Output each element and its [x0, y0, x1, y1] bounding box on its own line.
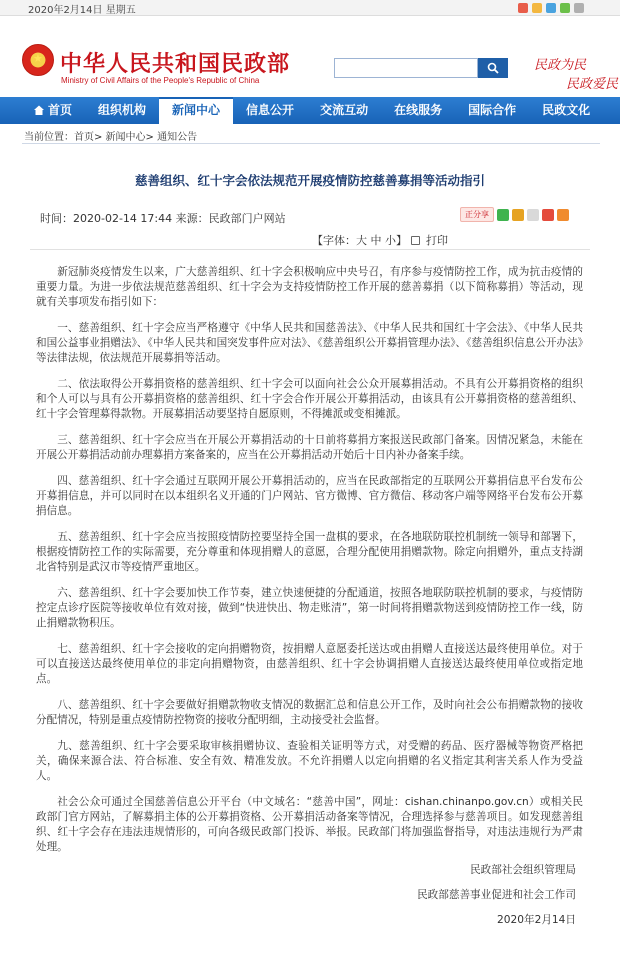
breadcrumb[interactable]: 当前位置：首页> 新闻中心> 通知公告: [24, 132, 198, 143]
wechat-share-icon[interactable]: [497, 209, 509, 221]
print-link[interactable]: 打印: [426, 234, 448, 247]
article-body: [36, 265, 583, 866]
home-icon: [33, 104, 45, 116]
top-icon-4[interactable]: [560, 3, 570, 13]
org-name-en: Ministry of Civil Affairs of the People's Republic of China: [61, 76, 260, 85]
org-name-cn[interactable]: 中华人民共和国民政部: [60, 52, 291, 77]
national-emblem-icon: ★: [22, 44, 54, 76]
nav-item-culture[interactable]: [529, 97, 603, 124]
nav-item-international[interactable]: [455, 97, 529, 124]
article-paragraph: 六、慈善组织、红十字会要加快工作节奏，建立快速便捷的分配通道，按照各地联防联控机制的要求，与疫情防控定点诊疗医院等接收单位有效对接，做到“快进快出、物走账清”，第一时间将捐赠款物送到疫情防控工作一线，防止捐赠款物积压。: [36, 587, 583, 629]
signature-date: 2020年2月14日: [497, 914, 576, 926]
nav-item-label: 首页: [48, 103, 73, 117]
article-paragraph: 社会公众可通过全国慈善信息公开平台（中文域名：“慈善中国”，网址：cishan.chinanpo.gov.cn）或相关民政部门官方网站，了解募捐主体的公开募捐资格、公开募捐活动备案等情况，合理选择参与慈善项目。如发现慈善组织、红十字会存在违法违规情形的，可向各级民政部门投诉、举报。民政部门将加强监督指导，对违法违规行为严肃处理。: [36, 796, 583, 853]
top-icon-1[interactable]: [518, 3, 528, 13]
article-paragraph: 二、依法取得公开募捐资格的慈善组织、红十字会可以面向社会公众开展募捐活动。不具有公开募捐资格的组织和个人可以与具有公开募捐资格的慈善组织、红十字会合作开展公开募捐活动，由该具有公开募捐资格的慈善组织、红十字会管理募得款物。开展募捐活动要坚持自愿原则，不得摊派或变相摊派。: [36, 378, 583, 420]
slogan-line-2: 民政爱民: [566, 77, 619, 92]
qzone-share-icon[interactable]: [527, 209, 539, 221]
article-paragraph: 五、慈善组织、红十字会应当按照疫情防控要坚持全国一盘棋的要求，在各地联防联控机制统一领导和部署下，根据疫情防控工作的实际需要，充分尊重和体现捐赠人的意愿，合理分配使用捐赠款物。除定向捐赠外，重点支持湖北省特别是武汉市等疫情严重地区。: [36, 531, 583, 573]
article-paragraph: 一、慈善组织、红十字会应当严格遵守《中华人民共和国慈善法》、《中华人民共和国红十字会法》、《中华人民共和国公益事业捐赠法》、《中华人民共和国突发事件应对法》、《慈善组织公开募捐管理办法》、《慈善组织信息公开办法》等法律法规，依法规范开展募捐等活动。: [36, 322, 583, 364]
nav-item-label: 民政文化: [542, 103, 591, 117]
article-paragraph: 四、慈善组织、红十字会通过互联网开展公开募捐活动的，应当在民政部指定的互联网公开募捐信息平台发布公开募捐信息，并可以同时在以本组织名义开通的门户网站、官方微博、官方微信、移动客户端等网络平台发布公开募捐信息。: [36, 475, 583, 517]
nav-item-interaction[interactable]: [307, 97, 381, 124]
font-size-control[interactable]: 【字体：大 中 小】: [312, 234, 407, 247]
site-header: [0, 16, 620, 94]
top-bar: [0, 0, 620, 16]
nav-item-label: 信息公开: [246, 103, 295, 117]
nav-item-online-service[interactable]: [381, 97, 455, 124]
search-icon: [487, 62, 499, 74]
nav-item-label: 在线服务: [394, 103, 443, 117]
article-paragraph: 八、慈善组织、红十字会要做好捐赠款物收支情况的数据汇总和信息公开工作，及时向社会公布捐赠款物的接收分配情况，特别是重点疫情防控物资的接收分配明细，主动接受社会监督。: [36, 699, 583, 726]
article-paragraph: 七、慈善组织、红十字会接收的定向捐赠物资，按捐赠人意愿委托送达或由捐赠人直接送达最终使用单位。对于可以直接送达最终使用单位的非定向捐赠物资，由慈善组织、红十字会协调捐赠人直接送达最终使用单位或指定地点。: [36, 643, 583, 685]
breadcrumb-divider: [22, 143, 600, 144]
article-meta: 时间：2020-02-14 17:44 来源：民政部门户网站: [40, 212, 286, 225]
nav-item-organization[interactable]: [85, 97, 159, 124]
top-icon-2[interactable]: [532, 3, 542, 13]
more-share-icon[interactable]: [557, 209, 569, 221]
article-paragraph: 九、慈善组织、红十字会要采取审核捐赠协议、查验相关证明等方式，对受赠的药品、医疗器械等物资严格把关，确保来源合法、符合标准、安全有效、精准发放。不允许捐赠人以定向捐赠的名义指定其利害关系人作为受益人。: [36, 740, 583, 782]
font-size-bar: [312, 232, 448, 248]
top-icon-3[interactable]: [546, 3, 556, 13]
meta-divider: [30, 249, 590, 250]
article-paragraph: 新冠肺炎疫情发生以来，广大慈善组织、红十字会积极响应中央号召，有序参与疫情防控工作，成为抗击疫情的重要力量。为进一步依法规范慈善组织、红十字会为支持疫情防控工作开展的慈善募捐（以下简称募捐）等活动，现就有关事项发布指引如下：: [36, 266, 583, 308]
signature-org-1: 民政部社会组织管理局: [470, 864, 576, 876]
main-nav: [0, 97, 620, 124]
nav-item-label: 新闻中心: [172, 103, 221, 117]
slogan-line-1: 民政为民: [534, 58, 587, 73]
nav-item-label: 国际合作: [468, 103, 517, 117]
signature-org-2: 民政部慈善事业促进和社会工作司: [417, 889, 576, 901]
nav-item-home[interactable]: [24, 97, 85, 124]
search-input[interactable]: [334, 58, 478, 78]
search-button[interactable]: [478, 58, 508, 78]
top-icon-5[interactable]: [574, 3, 584, 13]
nav-item-info-disclosure[interactable]: [233, 97, 307, 124]
article-title: 慈善组织、红十字会依法规范开展疫情防控慈善募捐等活动指引: [134, 173, 485, 188]
article-paragraph: 三、慈善组织、红十字会应当在开展公开募捐活动的十日前将募捐方案报送民政部门备案。因情况紧急，未能在开展公开募捐活动前办理募捐方案备案的，应当在公开募捐活动开始后十日内补办备案手续。: [36, 434, 583, 461]
renren-share-icon[interactable]: [542, 209, 554, 221]
nav-item-label: 组织机构: [98, 103, 147, 117]
nav-item-label: 交流互动: [320, 103, 369, 117]
share-label: 正分享: [460, 207, 494, 222]
nav-item-news-center[interactable]: [159, 97, 233, 124]
weibo-share-icon[interactable]: [512, 209, 524, 221]
share-bar: [460, 207, 569, 222]
top-date: 2020年2月14日 星期五: [28, 5, 136, 16]
top-icons: [518, 3, 584, 13]
printer-icon[interactable]: [411, 236, 420, 245]
article-signatures: [417, 863, 576, 938]
